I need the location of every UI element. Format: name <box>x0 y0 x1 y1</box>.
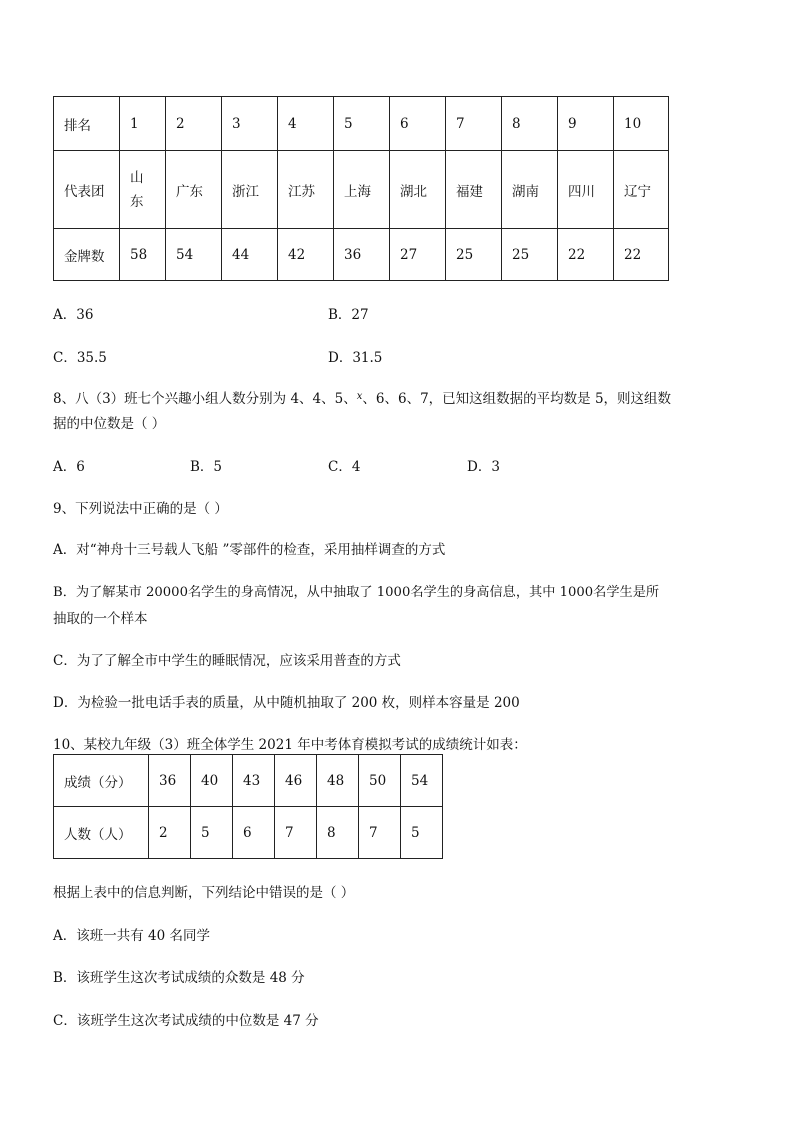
q9-option-d: D．为检验一批电话手表的质量，从中随机抽取了 200 枚，则样本容量是 200 <box>53 695 520 711</box>
table-cell: 2 <box>149 807 191 859</box>
q8-stem-post: 、6、6、7，已知这组数据的平均数是 5，则这组数 <box>362 391 672 407</box>
table-cell: 54 <box>401 755 443 807</box>
table-cell: 36 <box>149 755 191 807</box>
table-cell: 5 <box>334 97 390 151</box>
q7-option-d: D．31.5 <box>328 350 383 366</box>
table-cell: 22 <box>558 229 614 281</box>
table-cell: 25 <box>502 229 558 281</box>
q8-option-a: A．6 <box>53 459 85 475</box>
q10-option-a: A．该班一共有 40 名同学 <box>53 928 211 944</box>
q8-variable: x <box>356 391 363 402</box>
q8-stem-line2: 据的中位数是（ ） <box>53 416 166 432</box>
table-row <box>54 97 669 151</box>
table-cell: 42 <box>278 229 334 281</box>
medal-table <box>53 96 669 281</box>
table-cell: 辽宁 <box>614 151 669 229</box>
table-cell: 湖南 <box>502 151 558 229</box>
table-cell: 5 <box>401 807 443 859</box>
row-header-score: 成绩（分） <box>54 755 149 807</box>
table-cell: 2 <box>166 97 222 151</box>
row-header-gold: 金牌数 <box>54 229 120 281</box>
table-cell: 44 <box>222 229 278 281</box>
q7-option-b: B．27 <box>328 307 369 323</box>
table-cell: 6 <box>233 807 275 859</box>
table-cell: 40 <box>191 755 233 807</box>
table-cell: 27 <box>390 229 446 281</box>
table-cell: 广东 <box>166 151 222 229</box>
table-cell: 湖北 <box>390 151 446 229</box>
q8-stem-line1 <box>53 387 671 407</box>
table-cell: 上海 <box>334 151 390 229</box>
table-cell: 7 <box>359 807 401 859</box>
table-cell: 7 <box>446 97 502 151</box>
q9-option-a: A．对“神舟十三号载人飞船 ”零部件的检查，采用抽样调查的方式 <box>53 542 446 558</box>
table-cell: 浙江 <box>222 151 278 229</box>
table-row <box>54 229 669 281</box>
table-cell: 5 <box>191 807 233 859</box>
table-cell: 8 <box>317 807 359 859</box>
table-cell: 58 <box>120 229 166 281</box>
table-row <box>54 807 443 859</box>
score-table <box>53 754 443 859</box>
table-cell: 22 <box>614 229 669 281</box>
q9-option-c: C．为了了解全市中学生的睡眠情况，应该采用普查的方式 <box>53 653 401 669</box>
table-cell: 48 <box>317 755 359 807</box>
table-cell: 四川 <box>558 151 614 229</box>
table-cell: 江苏 <box>278 151 334 229</box>
q9-option-b-line2: 抽取的一个样本 <box>53 611 148 627</box>
q9-option-b-line1: B．为了解某市 20000名学生的身高情况，从中抽取了 1000名学生的身高信息，其中 1000名学生是所 <box>53 585 660 600</box>
table-cell: 46 <box>275 755 317 807</box>
table-cell: 36 <box>334 229 390 281</box>
table-cell: 9 <box>558 97 614 151</box>
row-header-count: 人数（人） <box>54 807 149 859</box>
table-row <box>54 755 443 807</box>
q8-option-b: B．5 <box>190 459 223 475</box>
q8-stem-pre: 8、八（3）班七个兴趣小组人数分别为 4、4、5、 <box>53 391 357 407</box>
q9-stem: 9、下列说法中正确的是（ ） <box>53 501 228 517</box>
q10-stem: 10、某校九年级（3）班全体学生 2021 年中考体育模拟考试的成绩统计如表： <box>53 737 527 753</box>
table-cell: 8 <box>502 97 558 151</box>
q10-option-c: C．该班学生这次考试成绩的中位数是 47 分 <box>53 1013 319 1029</box>
q8-option-c: C．4 <box>328 459 361 475</box>
table-cell: 6 <box>390 97 446 151</box>
row-header-rank: 排名 <box>54 97 120 151</box>
table-row <box>54 151 669 229</box>
table-cell: 10 <box>614 97 669 151</box>
table-cell: 4 <box>278 97 334 151</box>
row-header-delegation: 代表团 <box>54 151 120 229</box>
table-cell: 25 <box>446 229 502 281</box>
q8-option-d: D．3 <box>467 459 500 475</box>
q7-option-a: A．36 <box>53 307 94 323</box>
table-cell: 3 <box>222 97 278 151</box>
q10-option-b: B．该班学生这次考试成绩的众数是 48 分 <box>53 970 305 986</box>
q7-option-c: C．35.5 <box>53 350 107 366</box>
table-cell: 福建 <box>446 151 502 229</box>
table-cell: 山 东 <box>120 151 166 229</box>
table-cell: 7 <box>275 807 317 859</box>
table-cell: 54 <box>166 229 222 281</box>
table-cell: 50 <box>359 755 401 807</box>
q10-question: 根据上表中的信息判断，下列结论中错误的是（ ） <box>53 885 355 901</box>
table-cell: 43 <box>233 755 275 807</box>
table-cell: 1 <box>120 97 166 151</box>
